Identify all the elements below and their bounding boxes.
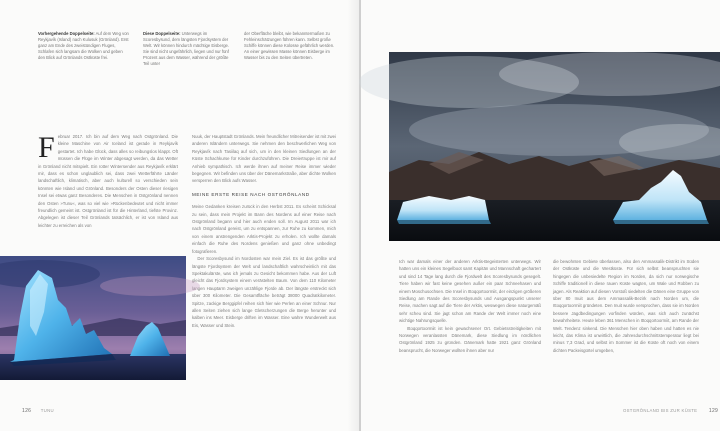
- fjord-icebergs-photo: [389, 52, 720, 241]
- caption-text: Auf dem Weg von Reykjavík (Island) nach Kulusuk (Grönland). Erst ganz am Ende des zweistündigen Fluges, Schlafen sich langsam die Wolken und geben den Blick auf Grönlands Ostküste frei.: [38, 31, 129, 60]
- page-number: 129: [708, 408, 719, 414]
- caption-lead: Diese Doppelseite:: [143, 31, 181, 36]
- gutter-shadow: [347, 0, 359, 431]
- drop-cap: F: [38, 131, 55, 164]
- caption-continued: [244, 31, 336, 61]
- iceberg-twilight-image: [0, 256, 186, 380]
- caption-text: der Oberfläche bleibt, wie bekanntermaßen zu Fehleinschätzungen führen kann. Selbst große Schiffe können diese Kolosse gefährlich werden. An einer gewissen Masse können Eisberge im Wasser bis zu den Seiten übertreten.: [244, 31, 335, 60]
- caption-lead: Vorhergehende Doppelseite:: [38, 31, 95, 36]
- article-text: die bewohnten Gebiete überlassen, also den Ammassalik-Distrikt im Süden der Ostküste und die Westküste. Für sich selbst beanspruchten sie hingegen die unbesiedelte Region im Norden, da sich nur norwegische Schiffe traditionell in diese rauen Küste wagten, um Wale und Robben zu jagen. Als Reaktion auf diesen Vorstoß siedelten die Dänen eine Gruppe von über 80 Inuit aus dem Ammassalik-Bezirk nach Norden um, die Ittoqqortoormiit gründeten. Den Inuit wurde versprochen, dass sie im Norden bessere Jagdbedingungen vorfinden würden, was sich auch zunächst bewahrheitete. Heute leben 361 Menschen in Ittoqqortoormiit, am Rande der Welt. Tendenz sinkend. Die Menschen hier oben haben und hatten es nie leicht, das Klima ist unwirtlich, die Jahresdurchschnittstemperatur liegt bei minus 7,3 Grad, und selbst im Sommer ist die Küste oft noch von einem dichten Packeisgürtel umgeben,: [553, 259, 699, 353]
- article-column-1: [38, 133, 178, 255]
- running-head: TUNU: [40, 408, 54, 413]
- caption-this-spread: [143, 31, 235, 67]
- fjord-icebergs-image: [389, 52, 720, 241]
- page-number: 126: [22, 408, 32, 414]
- caption-text: Unterwegs im Scoresbysund, dem längsten Fjordsystem der Welt. Wir können hindurch mächtige Eisberge. Sie sind nicht ungefährlich, liegen und nur fünf Prozent aus dem Wasser, während der größte Teil unter: [143, 31, 230, 66]
- left-page: [0, 0, 359, 431]
- section-heading: MEINE ERSTE REISE NACH OSTGRÖNLAND: [192, 191, 310, 197]
- folio-right: [623, 408, 718, 414]
- article-text: Nuuk, der Hauptstadt Grönlands. Mein freundlicher Mitreisender ist mit zwei anderen Isländern unterwegs. Sie nehmen den beschwerlichen Weg von Reykjavík nach Tasiilaq auf sich, um in den kleinen Siedlungen an der Küste Schachkurse für Kinder durchzuführen. Die Dreiertruppe ist mir auf Anhieb sympathisch. Ich werde ihnen auf meiner Reise immer wieder begegnen. Wir befinden uns über der Dänemarkstraße, aber dichte Wolken versperren den Blick aufs Wasser.: [192, 134, 337, 184]
- article-column-4: [553, 258, 699, 408]
- article-column-2: [192, 133, 336, 411]
- article-text: Ich war damals einer der anderen Arktis-Begeisterten unterwegs. Wir hatten uns ein kleines Segelboot samt Kapitän und Mannschaft gechartert und sind 14 Tage lang durch die Fjordwelt des Scoresbysunds gesegelt. Tiere haben wir fast keine gesehen außer ein paar Schneehasen und einem Moschusochsen. Die Insel in Ittoqqortoormiit, der einzigen größeren Siedlung am Rande des Scoresbysunds und Ausgangspunkt unserer Reise, machen sagt auf die Tiere der Arktis, weswegen diese naturgemäß sehr scheu sind. Sie jagt schon am Rande der Welt immer noch eine wichtige Nahrungsquelle. Ittoqqortoormiit ist kein gewachsener Ort. Gebietsstreitigkeiten mit Norwegen veranlassten Dänemark, diese Siedlung im nördlichen Ostgrönland 1925 zu gründen. Dänemark hatte 1921 ganz Grönland beansprucht, die Norweger wollten ihnen aber nur: [399, 259, 541, 353]
- iceberg-twilight-photo: [0, 256, 186, 380]
- right-page: [361, 0, 720, 431]
- folio-left: [22, 408, 54, 414]
- caption-previous-spread: [38, 31, 130, 61]
- article-column-3: [399, 258, 541, 408]
- article-text: ebruar 2017. Ich bin auf dem Weg nach Ostgrönland. Die kleine Maschine von Air Iceland ist gerade in Reykjavík gestartet. Ich habe Glück, dass alles so reibungslos klappt. Oft müssen die Flüge im Winter abgesagt werden, da das Wetter in Grönland nicht mitspielt. Ein rotter Wintersender aus Reykjavík erklärt mir, dass es schon unglaublich sei, dass zwei Wetterfährte Länder landschaftlich, klimatisch, aber auch kulturell so verschieden sein könnten wie Island und Grönland. Besonders der Osten dieser riesigen Insel sei etwas ganz Besonderes. Die Menschen in Ostgrönland nennen den Osten »Tunu«, was so viel wie »Rückenbedeutet und nicht immer freundlich gemeint ist. Ostgrönland ist für die Hinterland, tiefste Provinz. Abgelegen ist dieser Teil Grönlands tatsächlich, er ist von Island aus leichter zu erreichen als von: [38, 134, 180, 228]
- article-text-continued: Meine Gedanken kreisen zurück in den Herbst 2011. Es scheint Schicksal zu sein, dass mein Projekt im Bann des Nordens auf einer Reise nach Ostgrönland begann und hier auch enden soll. Im August 2011 war ich nach Ostgrönland gereist, um zu entspannen, zur Ruhe zu kommen, mich von einem anstrengenden Arktis-Projekt zu erholen. Ich wollte damals einfach die Ruhe des Nordens genießen und ganz ohne unbedingt fotografieren. Der Scoresbysund im Nordosten war mein Ziel. Es ist das größte und längste Fjordsystem der Welt und landschaftlich wahrscheinlich mit das Spektakulärste, was ich jemals zu Gesicht bekommen habe. Aus der Luft gleicht das Fjordsystem einem verästelten Baum. Von dem 110 Kilometer langen Hauptarm zweigen unzählige Fjorde ab. Der längste erstreckt sich über 300 Kilometer. Die Gesamtfläche beträgt 38000 Quadratkilometer. Spitze, zackige Berggipfel reihen sich hier wie Perlen an einer Schnur. Nur allen Seiten ziehen sich lange Gletscherzungen die Berge herunter und kalben ins Meer. Eisberge driften im Wasser. Eine wahre Wunderwelt aus Eis, Wasser und Stein.: [192, 204, 336, 328]
- running-head: OSTGRÖNLAND BIS ZUR KÜSTE: [623, 408, 698, 413]
